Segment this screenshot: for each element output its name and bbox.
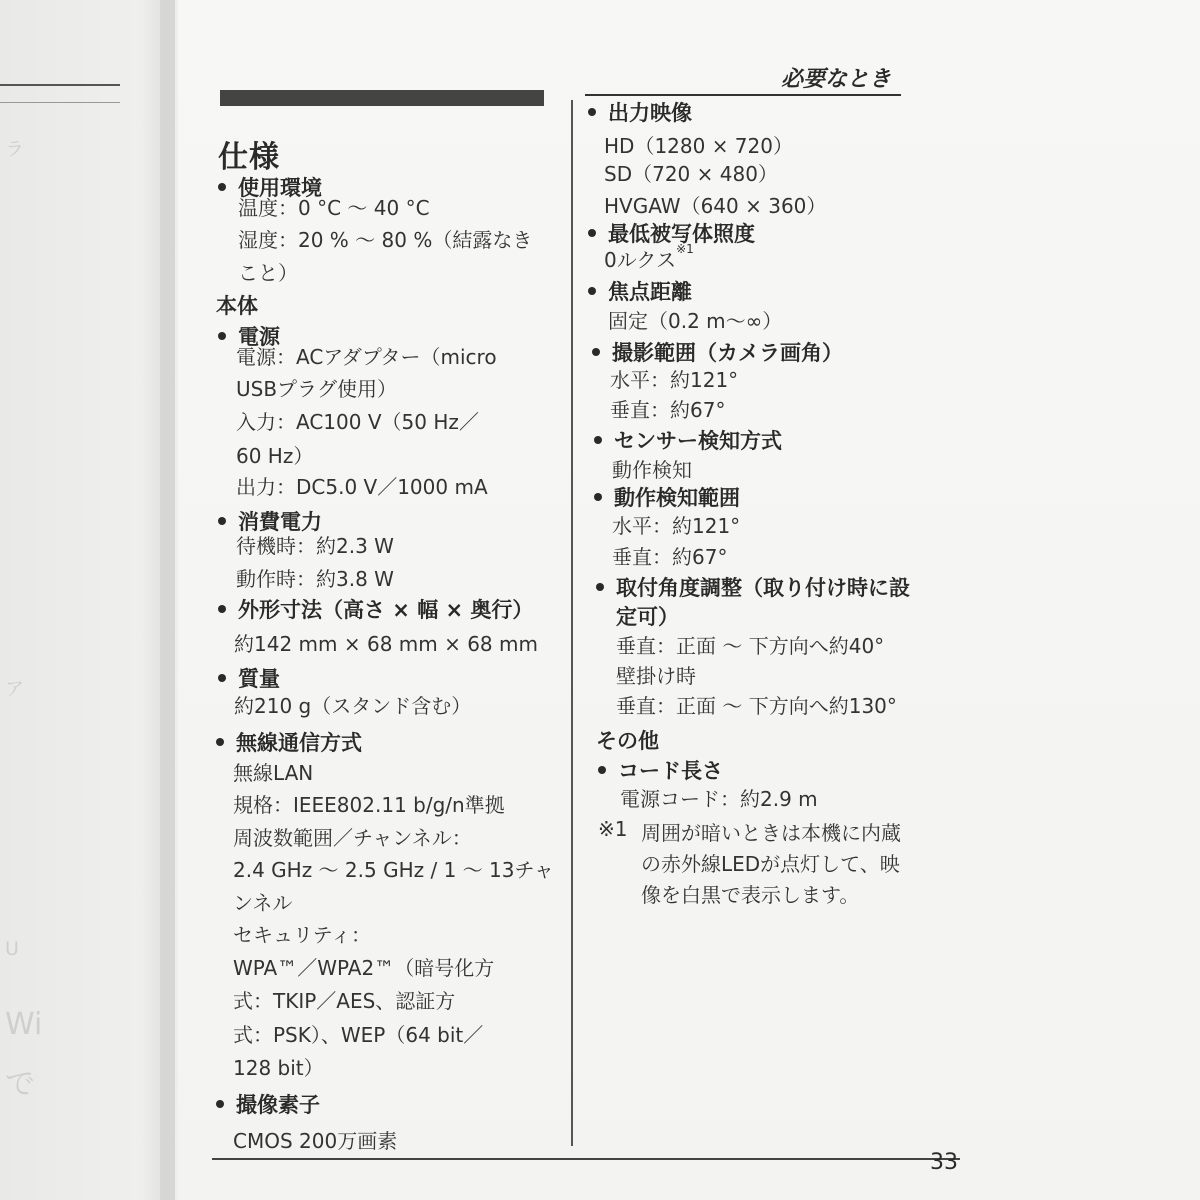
spec-line: 待機時：約2.3 W: [236, 534, 394, 558]
bullet-icon: [218, 332, 226, 340]
spec-line: 電源コード：約2.9 m: [620, 787, 818, 811]
spec-line: CMOS 200万画素: [233, 1129, 398, 1153]
spec-line: 垂直：約67°: [612, 545, 728, 569]
weight-heading: 質量: [218, 663, 280, 693]
dimensions-heading: 外形寸法（高さ × 幅 × 奥行）: [218, 594, 533, 624]
spec-line: 出力：DC5.0 V／1000 mA: [236, 475, 488, 499]
spec-line: 電源：ACアダプター（micro: [236, 345, 497, 369]
bullet-icon: [218, 605, 226, 613]
footer-rule: [212, 1158, 960, 1160]
mount-angle-heading: 取付角度調整（取り付け時に設: [596, 572, 910, 602]
bullet-icon: [594, 493, 602, 501]
spec-line: 入力：AC100 V（50 Hz／: [236, 410, 479, 434]
spec-line: セキュリティ：: [233, 923, 371, 947]
spec-line: 式：PSK）、WEP（64 bit／: [233, 1023, 484, 1047]
spec-line: 垂直：約67°: [610, 398, 726, 422]
bullet-icon: [588, 287, 596, 295]
left-page-rule: [0, 84, 120, 86]
left-page-ghost-text: ラ: [5, 138, 25, 160]
main-unit-label: 本体: [216, 294, 258, 318]
detection-method-heading: センサー検知方式: [594, 425, 782, 455]
focal-distance-heading: 焦点距離: [588, 276, 692, 306]
spec-line: 温度：0 °C ～ 40 °C: [238, 196, 430, 220]
min-illumination-heading: 最低被写体照度: [588, 218, 755, 248]
spec-line: 水平：約121°: [610, 368, 739, 392]
spec-line: SD（720 × 480）: [604, 162, 778, 186]
image-sensor-heading: 撮像素子: [216, 1089, 320, 1119]
spec-line: 壁掛け時: [616, 664, 696, 688]
left-facing-page: [0, 0, 175, 1200]
spec-line: こと）: [238, 261, 298, 285]
detection-range-heading: 動作検知範囲: [594, 482, 740, 512]
spec-line: HD（1280 × 720）: [604, 134, 793, 158]
spec-line: 無線LAN: [233, 761, 314, 785]
output-video-heading: 出力映像: [588, 97, 692, 127]
spec-line: 約210 g（スタンド含む）: [234, 694, 472, 718]
page-number: 33: [930, 1150, 958, 1175]
bullet-icon: [218, 517, 226, 525]
spec-line: 湿度：20 % ～ 80 %（結露なき: [238, 228, 533, 252]
spec-line: USBプラグ使用）: [236, 377, 398, 401]
footnote-line: の赤外線LEDが点灯して、映: [641, 852, 900, 876]
bullet-icon: [216, 738, 224, 746]
footnote-line: 周囲が暗いときは本機に内蔵: [641, 821, 901, 845]
footnote-line: 像を白黒で表示します。: [641, 883, 860, 907]
environment-heading: 使用環境: [218, 172, 322, 202]
bullet-icon: [592, 348, 600, 356]
section-title: 仕様: [218, 140, 280, 175]
spec-line: HVGAW（640 × 360）: [604, 194, 827, 218]
bullet-icon: [596, 583, 604, 591]
power-heading: 電源: [218, 321, 280, 351]
bullet-icon: [588, 108, 596, 116]
bullet-icon: [218, 674, 226, 682]
wireless-heading: 無線通信方式: [216, 727, 362, 757]
mount-angle-heading-cont: 定可）: [616, 605, 679, 629]
left-page-ghost-text: で: [5, 1067, 35, 1102]
spec-line: 垂直：正面 ～ 下方向へ約40°: [616, 634, 885, 658]
bullet-icon: [216, 1100, 224, 1108]
spec-line: 式：TKIP／AES、認証方: [233, 989, 456, 1013]
bullet-icon: [594, 436, 602, 444]
bullet-icon: [598, 766, 606, 774]
section-bar: [220, 90, 544, 106]
cord-length-heading: コード長さ: [598, 755, 723, 785]
spec-line: 約142 mm × 68 mm × 68 mm: [234, 632, 538, 656]
spec-line: ンネル: [233, 891, 293, 915]
spec-line: 128 bit）: [233, 1056, 324, 1080]
spec-line: 動作検知: [612, 458, 692, 482]
other-label: その他: [596, 729, 659, 753]
footnote-mark: ※1: [676, 242, 694, 256]
spec-line: 水平：約121°: [612, 514, 741, 538]
spec-line: 動作時：約3.8 W: [236, 567, 394, 591]
spec-line: WPA™／WPA2™（暗号化方: [233, 956, 495, 980]
column-divider: [571, 100, 573, 1146]
spec-line: 周波数範囲／チャンネル：: [233, 826, 472, 850]
spec-line: 規格：IEEE802.11 b/g/n準拠: [233, 793, 505, 817]
left-page-ghost-text: U: [5, 938, 19, 960]
shooting-range-heading: 撮影範囲（カメラ画角）: [592, 337, 843, 367]
bullet-icon: [218, 183, 226, 191]
footnote-mark: ※1: [598, 817, 628, 841]
left-page-ghost-text: Wi: [5, 1007, 43, 1042]
spec-line: 固定（0.2 m～∞）: [608, 309, 783, 333]
spec-line: 60 Hz）: [236, 444, 314, 468]
spec-line: 垂直：正面 ～ 下方向へ約130°: [616, 694, 897, 718]
left-page-rule-thin: [0, 102, 120, 103]
spec-line: 2.4 GHz ～ 2.5 GHz / 1 ～ 13チャ: [233, 858, 554, 882]
header-rule: [585, 94, 901, 96]
consumption-heading: 消費電力: [218, 506, 322, 536]
bullet-icon: [588, 229, 596, 237]
page-header-title: 必要なとき: [781, 67, 892, 92]
spec-line: 0ルクス$^{※1}$: [604, 242, 694, 272]
left-page-ghost-text: ア: [5, 678, 25, 700]
